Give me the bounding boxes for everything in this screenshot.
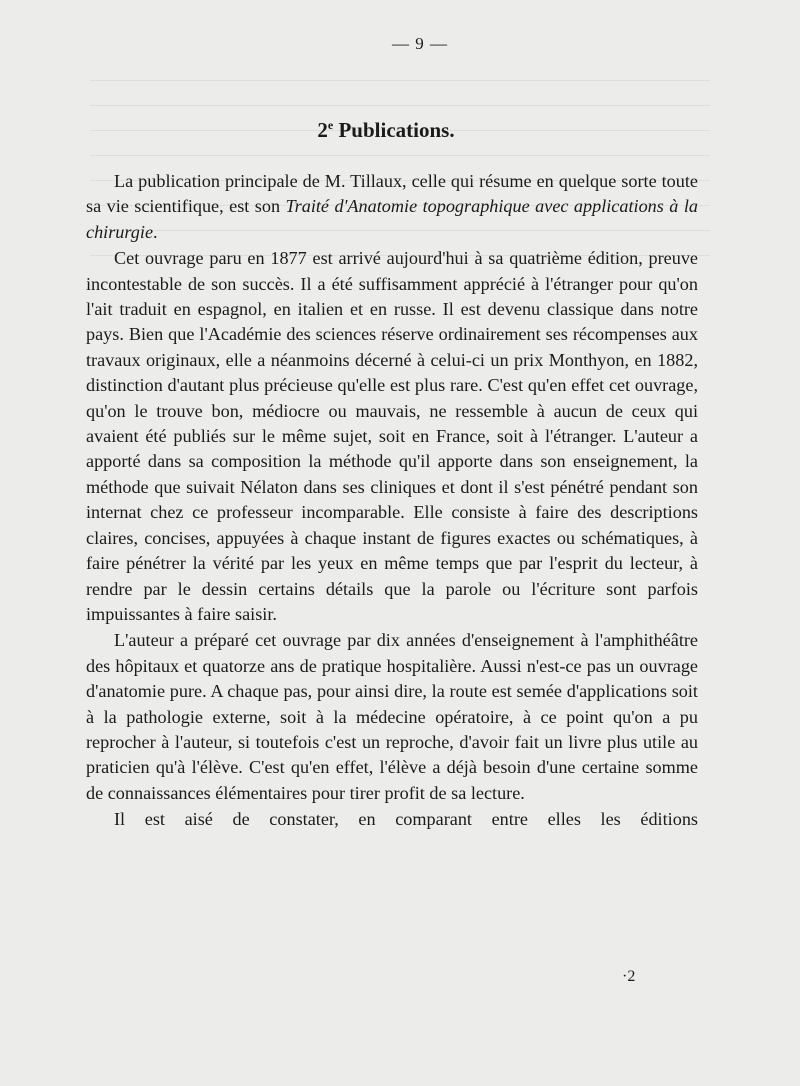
paragraph-4: Il est aisé de constater, en comparant entre elles les éditions: [114, 809, 698, 830]
heading-text: Publications.: [333, 118, 455, 142]
paragraph-3: L'auteur a préparé cet ouvrage par dix années d'enseignement à l'amphithéâtre des hôpitaux et quatorze ans de pratique hospitalière. Aussi n'est-ce pas un ouvrage d'anatomie pure. A chaque pas, pour ainsi dire, la route est semée d'applications soit à la pathologie externe, soit à la médecine opératoire, à ce point qu'on a pu reprocher à l'auteur, si toutefois c'est un reproche, d'avoir fait un livre plus utile au praticien qu'à l'élève. C'est qu'en effet, l'élève a déjà besoin d'une certaine somme de connaissances élémentaires pour tirer profit de sa lecture.: [86, 630, 698, 803]
paragraph-1: [86, 169, 698, 245]
signature-mark: ·2: [622, 968, 636, 985]
paragraph-1-text: La publication principale de M. Tillaux, celle qui résume en quelque sorte toute sa vie scientifique, est son: [86, 171, 698, 217]
heading-ordinal-suffix: e: [327, 118, 334, 132]
body-text: [86, 169, 698, 833]
heading-number: 2: [317, 118, 328, 142]
section-heading: [0, 118, 786, 143]
paragraph-2: Cet ouvrage paru en 1877 est arrivé aujourd'hui à sa quatrième édition, preuve incontestable de son succès. Il a été suffisamment apprécié à l'étranger pour qu'on l'ait traduit en espagnol, en italien et en russe. Il est devenu classique dans notre pays. Bien que l'Académie des sciences réserve ordinairement ses récompenses aux travaux originaux, elle a néanmoins décerné à celui-ci un prix Monthyon, en 1882, distinction d'autant plus précieuse qu'elle est plus rare. C'est qu'en effet cet ouvrage, qu'on le trouve bon, médiocre ou mauvais, ne ressemble à aucun de ceux qui avaient été publiés sur le même sujet, soit en France, soit à l'étranger. L'auteur a apporté dans sa composition la méthode qu'il apporte dans son enseignement, la méthode que suivait Nélaton dans ses cliniques et dont il s'est pénétré pendant son internat chez ce professeur incomparable. Elle consiste à faire des descriptions claires, concises, appuyées à chaque instant de figures exactes ou schématiques, à faire pénétrer la vérité par les yeux en même temps que par l'esprit du lecteur, à rendre par le dessin certains détails que la parole ou l'écriture sont parfois impuissantes à faire saisir.: [86, 248, 698, 624]
page-number: — 9 —: [392, 34, 448, 53]
book-title: Traité d'Anatomie topographique avec applications à la chirurgie: [86, 196, 699, 242]
paragraph-1-end: .: [153, 221, 158, 242]
